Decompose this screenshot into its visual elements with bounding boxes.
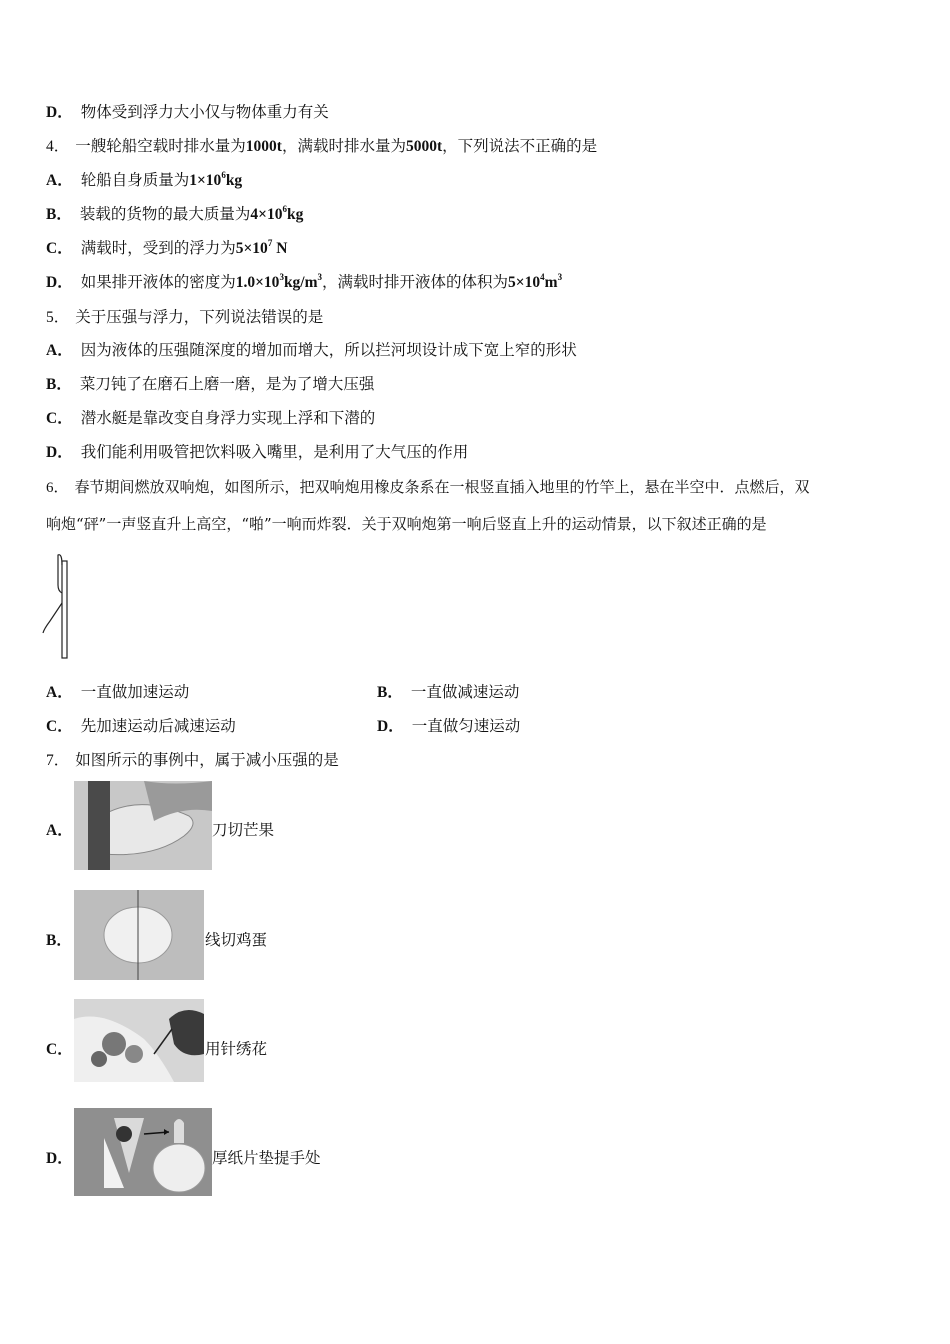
q5-option-c bbox=[46, 408, 375, 429]
question-number: 5． bbox=[46, 309, 70, 326]
stem-text-c: ，满载时排水量为 bbox=[281, 137, 406, 155]
option-exp: 6 bbox=[221, 169, 226, 180]
option-unit: kg bbox=[225, 172, 243, 189]
option-exp-1b: 3 bbox=[317, 271, 323, 282]
option-exp-1: 3 bbox=[279, 271, 284, 282]
option-exp: 7 bbox=[267, 237, 273, 248]
q7-option-c-caption: 用针绣花 bbox=[205, 1040, 268, 1058]
option-text: 装载的货物的最大质量为 bbox=[79, 205, 251, 223]
option-exp: 6 bbox=[282, 203, 287, 214]
option-text: 一直做匀速运动 bbox=[411, 717, 521, 735]
stem-text: 关于压强与浮力，下列说法错误的是 bbox=[75, 308, 324, 326]
option-unit-1: kg/m bbox=[283, 274, 318, 291]
question-number: 7． bbox=[46, 752, 70, 769]
q4-stem bbox=[46, 136, 597, 157]
option-label: D． bbox=[46, 274, 73, 291]
option-label: B． bbox=[46, 206, 72, 223]
option-exp-2b: 3 bbox=[557, 271, 563, 282]
q5-option-a bbox=[46, 340, 577, 361]
option-label: A． bbox=[46, 172, 73, 189]
knife-cutting-mango-photo bbox=[74, 781, 212, 870]
option-label: A． bbox=[46, 822, 73, 839]
option-label: D． bbox=[46, 444, 73, 461]
stem-value-a: 1000t bbox=[245, 138, 282, 155]
cardboard-handle-bag-photo bbox=[74, 1108, 212, 1196]
option-math-2: 5×10 bbox=[508, 274, 541, 291]
q5-stem bbox=[46, 307, 323, 328]
stem-text-a: 一艘轮船空载时排水量为 bbox=[75, 137, 246, 155]
option-text-a: 如果排开液体的密度为 bbox=[80, 273, 236, 291]
option-math: 1×10 bbox=[189, 172, 222, 189]
option-text: 潜水艇是靠改变自身浮力实现上浮和下潜的 bbox=[80, 409, 376, 427]
q5-option-d bbox=[46, 442, 468, 463]
stem-text-e: ，下列说法不正确的是 bbox=[442, 137, 598, 155]
option-unit: N bbox=[272, 240, 288, 257]
needle-embroidery-photo bbox=[74, 999, 204, 1082]
firecracker-pole-figure bbox=[40, 543, 80, 663]
q4-option-c bbox=[46, 238, 287, 259]
stem-text: 春节期间燃放双响炮，如图所示，把双响炮用橡皮条系在一根竖直插入地里的竹竿上，悬在半空中．点燃后，双 bbox=[74, 478, 810, 496]
option-text: 我们能利用吸管把饮料吸入嘴里，是利用了大气压的作用 bbox=[80, 443, 469, 461]
q6-option-a bbox=[46, 682, 189, 703]
q3-option-d bbox=[46, 102, 329, 123]
option-label: C． bbox=[46, 410, 73, 427]
option-label: D． bbox=[46, 1150, 73, 1167]
q6-stem-line-1 bbox=[46, 477, 810, 498]
q5-option-b bbox=[46, 374, 374, 395]
option-label: B． bbox=[377, 684, 403, 701]
q6-stem-line-2 bbox=[46, 514, 767, 534]
option-math: 5×10 bbox=[235, 240, 268, 257]
q6-option-d bbox=[377, 716, 520, 737]
option-label: B． bbox=[46, 376, 72, 393]
option-label: B． bbox=[46, 932, 72, 949]
q4-option-d bbox=[46, 272, 562, 293]
wire-cutting-egg-photo bbox=[74, 890, 204, 980]
option-math: 4×10 bbox=[250, 206, 283, 223]
question-number: 4． bbox=[46, 138, 70, 155]
rubber-band bbox=[43, 603, 62, 633]
option-text: 先加速运动后减速运动 bbox=[80, 717, 236, 735]
option-text: 一直做减速运动 bbox=[410, 683, 520, 701]
option-text-b: ，满载时排开液体的体积为 bbox=[322, 273, 509, 291]
q6-option-b bbox=[377, 682, 519, 703]
option-text: 菜刀钝了在磨石上磨一磨，是为了增大压强 bbox=[79, 375, 375, 393]
q6-option-c bbox=[46, 716, 236, 737]
option-text: 一直做加速运动 bbox=[80, 683, 190, 701]
option-unit-2: m bbox=[544, 274, 558, 291]
option-label: A． bbox=[46, 684, 73, 701]
q7-stem bbox=[46, 750, 339, 771]
q4-option-b bbox=[46, 204, 303, 225]
option-math-1: 1.0×10 bbox=[235, 274, 280, 291]
option-exp-2: 4 bbox=[540, 271, 545, 282]
bamboo-pole bbox=[62, 561, 67, 658]
stem-text: 响炮“砰”一声竖直升上高空，“啪”一响而炸裂．关于双响炮第一响后竖直上升的运动情景，以下叙述正确的是 bbox=[46, 515, 767, 533]
option-text: 满载时，受到的浮力为 bbox=[80, 239, 236, 257]
question-number: 6． bbox=[46, 480, 69, 496]
option-label: D． bbox=[46, 104, 73, 121]
q7-option-b-caption: 线切鸡蛋 bbox=[205, 931, 268, 949]
stem-value-d: 5000t bbox=[405, 138, 443, 155]
option-label: C． bbox=[46, 240, 73, 257]
option-label: C． bbox=[46, 1041, 73, 1058]
option-text: 因为液体的压强随深度的增加而增大，所以拦河坝设计成下宽上窄的形状 bbox=[80, 341, 577, 359]
option-label: A． bbox=[46, 342, 73, 359]
q4-option-a bbox=[46, 170, 242, 191]
stem-text: 如图所示的事例中，属于减小压强的是 bbox=[75, 751, 339, 769]
q7-option-d-caption: 厚纸片垫提手处 bbox=[212, 1149, 321, 1167]
option-text: 轮船自身质量为 bbox=[80, 171, 190, 189]
option-unit: kg bbox=[286, 206, 304, 223]
q7-option-a-caption: 刀切芒果 bbox=[212, 821, 275, 839]
option-label: D． bbox=[377, 718, 404, 735]
option-text: 物体受到浮力大小仅与物体重力有关 bbox=[80, 103, 329, 121]
option-label: C． bbox=[46, 718, 73, 735]
